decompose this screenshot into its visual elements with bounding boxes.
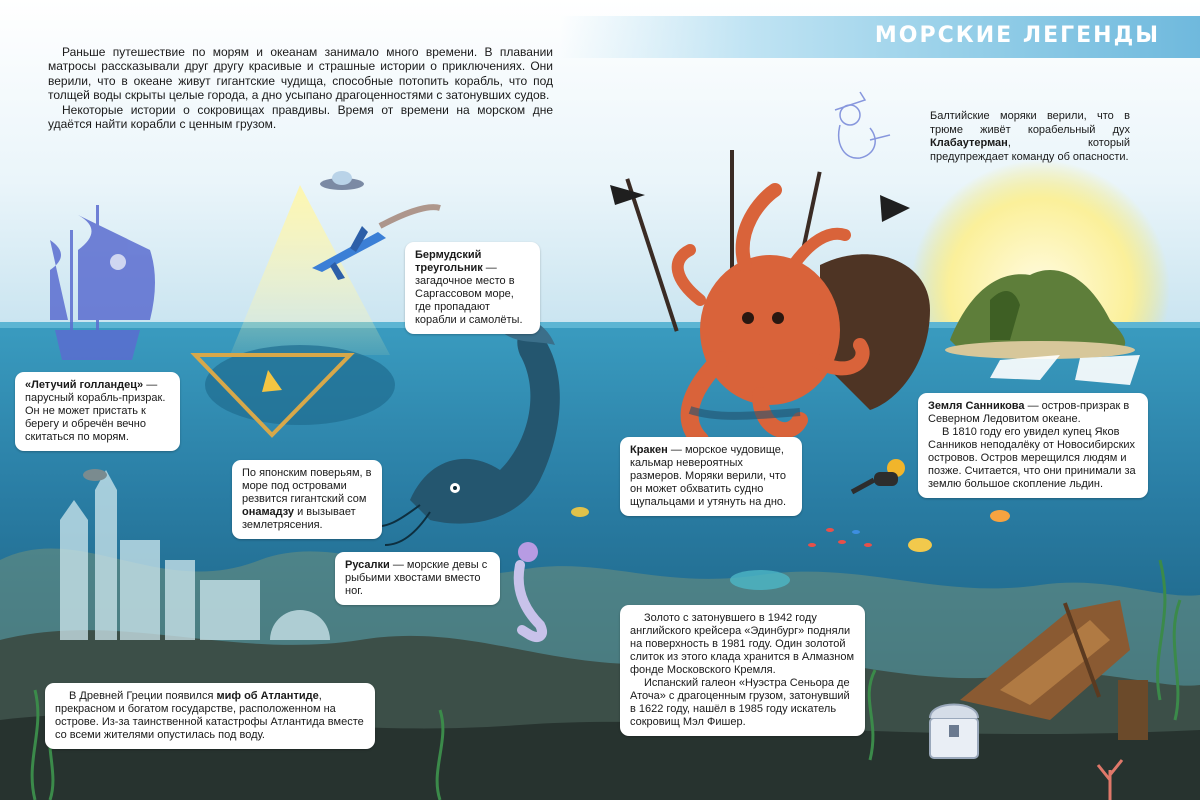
- sannikov-textbox: [918, 393, 1148, 498]
- intro-paragraph-2: Некоторые истории о сокровищах правдивы. Время от времени на морском дне удаётся найти корабли с ценным грузом.: [48, 102, 553, 132]
- kraken-text: — морское чудовище, кальмар невероятных размеров. Моряки верили, что он может обхватить судно щупальцами и утянуть на дно.: [630, 444, 787, 508]
- onamazu-text-before: По японским поверьям, в море под островами резвится гигантский сом: [242, 467, 372, 505]
- gold-paragraph-1: Золото с затонувшего в 1942 году английского крейсера «Эдинбург» подняли на поверхность в 1981 году. Один золотой слиток из этого клада хранится в Алмазном фонде Московского Кремля.: [630, 612, 855, 676]
- intro-text: [48, 45, 553, 131]
- kraken-term: Кракен: [630, 444, 668, 456]
- bermuda-textbox: [405, 242, 540, 334]
- atlantis-textbox: [45, 683, 375, 749]
- page-title: МОРСКИЕ ЛЕГЕНДЫ: [874, 23, 1160, 48]
- bermuda-text: — загадочное место в Саргассовом море, где пропадают корабли и самолёты.: [415, 262, 523, 326]
- treasure-chest: [930, 705, 978, 759]
- bermuda-term: Бермудский треугольник: [415, 249, 483, 274]
- onamazu-textbox: [232, 460, 382, 539]
- sannikov-paragraph-2: В 1810 году его увидел купец Яков Санников неподалёку от Новосибирских островов. Остров мерещился людям и позже. Считается, что они принимали за землю большое скопление льдин.: [928, 426, 1136, 490]
- sannikov-paragraph-1: [928, 400, 1138, 426]
- klabauterman-term: Клабаутерман: [930, 137, 1008, 149]
- atlantis-term: миф об Атлантиде: [216, 690, 319, 702]
- onamazu-term: онамадзу: [242, 506, 295, 518]
- title-banner: [560, 16, 1200, 58]
- klabauterman-text-before: Балтийские моряки верили, что в трюме живёт корабельный дух: [930, 110, 1130, 136]
- gold-paragraph-2: Испанский галеон «Нуэстра Сеньора де Аточа» с драгоценным грузом, затонувший в 1622 году, нашёл в 1985 году искатель сокровищ Мэл Фишер.: [630, 677, 850, 728]
- dutchman-term: «Летучий голландец»: [25, 379, 144, 391]
- sannikov-term: Земля Санникова: [928, 400, 1025, 412]
- atlantis-text-after: , прекрасном и богатом государстве, расположенном на острове. Из-за таинственной катастрофы Атлантида вместе со всеми жителями опустилась под воду.: [55, 690, 364, 741]
- gold-textbox: [620, 605, 865, 736]
- mermaids-text: — морские девы с рыбьими хвостами вместо ног.: [345, 559, 488, 597]
- dutchman-text: — парусный корабль-призрак. Он не может пристать к берегу и обречён вечно скитаться по морям.: [25, 379, 166, 443]
- dutchman-textbox: [15, 372, 180, 451]
- atlantis-text-before: В Древней Греции появился: [69, 690, 217, 702]
- mermaids-term: Русалки: [345, 559, 390, 571]
- klabauterman-caption: [930, 110, 1130, 164]
- atlantis-paragraph: [55, 690, 365, 742]
- onamazu-text-after: и вызывает землетрясения.: [242, 506, 356, 531]
- kraken-textbox: [620, 437, 802, 516]
- mermaids-textbox: [335, 552, 500, 605]
- klabauterman-text-after: , который предупреждает команду об опасности.: [930, 137, 1130, 163]
- intro-paragraph-1: Раньше путешествие по морям и океанам занимало много времени. В плавании матросы рассказывали друг другу красивые и страшные истории о приключениях. Они верили, что в океане живут гигантские чудища, способные потопить корабль, что под толщей воды скрыты целые города, а дно усыпано драгоценностями с затонувших судов.: [48, 45, 553, 103]
- sannikov-text: — остров-призрак в Северном Ледовитом океане.: [928, 400, 1130, 425]
